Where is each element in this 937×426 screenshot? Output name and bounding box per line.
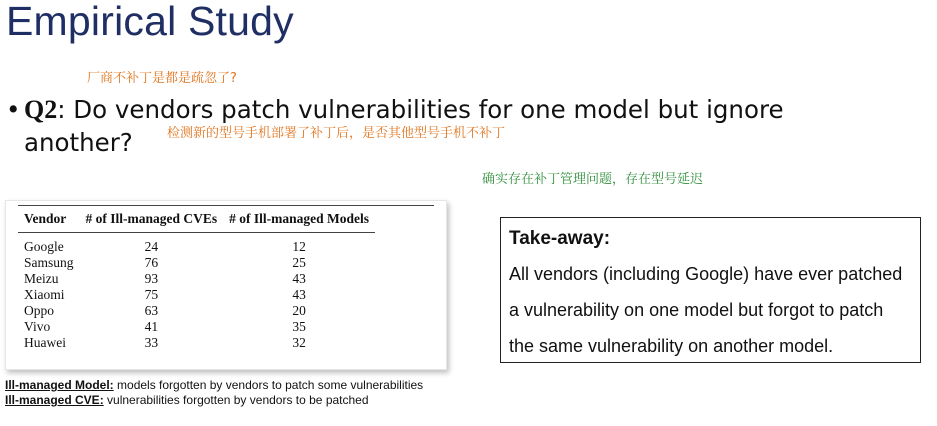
cell-vendor: Oppo	[24, 303, 54, 318]
cell-cves: 63	[144, 303, 159, 318]
definitions	[5, 378, 423, 408]
question-label: Q2	[24, 95, 58, 124]
bullet-point: •	[6, 95, 21, 124]
cell-cves: 93	[144, 271, 159, 286]
definition-item	[5, 393, 423, 408]
header-ill-cves: # of Ill-managed CVEs	[80, 209, 224, 233]
results-table-card	[5, 200, 447, 370]
cell-vendor: Xiaomi	[24, 287, 65, 302]
cell-models: 32	[292, 335, 306, 350]
takeaway-line: All vendors (including Google) have ever patched	[509, 264, 903, 284]
annotation-green-right: 确实存在补丁管理问题，存在型号延迟	[482, 172, 704, 187]
cell-cves: 76	[144, 255, 159, 270]
header-ill-models: # of Ill-managed Models	[223, 209, 375, 233]
question-body: : Do vendors patch vulnerabilities for one model but ignore another?	[24, 95, 784, 157]
cell-models: 20	[292, 303, 306, 318]
table-row	[18, 255, 375, 271]
annotation-orange-mid: 检测新的型号手机部署了补丁后，是否其他型号手机不补丁	[167, 126, 506, 141]
header-vendor: Vendor	[18, 209, 80, 233]
annotation-orange-top: 厂商不补丁是都是疏忽了?	[87, 71, 237, 86]
table-header-row	[18, 209, 375, 233]
table-row	[18, 287, 375, 303]
cell-vendor: Huawei	[24, 335, 66, 350]
cell-cves: 41	[144, 319, 159, 334]
definition-desc: vulnerabilities forgotten by vendors to be patched	[103, 393, 369, 407]
takeaway-line: the same vulnerability on another model.	[509, 336, 834, 356]
table-top-rule	[18, 205, 434, 206]
cell-vendor: Vivo	[24, 319, 51, 334]
cell-models: 25	[292, 255, 306, 270]
table-row	[18, 233, 375, 256]
cell-vendor: Google	[24, 239, 64, 254]
slide-title: Empirical Study	[6, 0, 294, 44]
takeaway-box	[500, 217, 921, 363]
table-row	[18, 319, 375, 335]
takeaway-line: a vulnerability on one model but forgot to patch	[509, 300, 884, 320]
table-row	[18, 303, 375, 319]
definition-term: Ill-managed Model:	[5, 378, 114, 392]
cell-cves: 75	[144, 287, 159, 302]
definition-item	[5, 378, 423, 393]
definition-term: Ill-managed CVE:	[5, 393, 104, 407]
cell-models: 43	[292, 271, 306, 286]
cell-vendor: Samsung	[24, 255, 74, 270]
cell-models: 43	[292, 287, 306, 302]
ill-managed-table	[18, 209, 375, 351]
cell-models: 12	[292, 239, 306, 254]
table-row	[18, 271, 375, 287]
cell-vendor: Meizu	[24, 271, 59, 286]
cell-cves: 33	[144, 335, 159, 350]
cell-models: 35	[292, 319, 306, 334]
definition-desc: models forgotten by vendors to patch some vulnerabilities	[113, 378, 424, 392]
table-row	[18, 335, 375, 351]
takeaway-title: Take-away:	[509, 228, 611, 249]
cell-cves: 24	[144, 239, 159, 254]
